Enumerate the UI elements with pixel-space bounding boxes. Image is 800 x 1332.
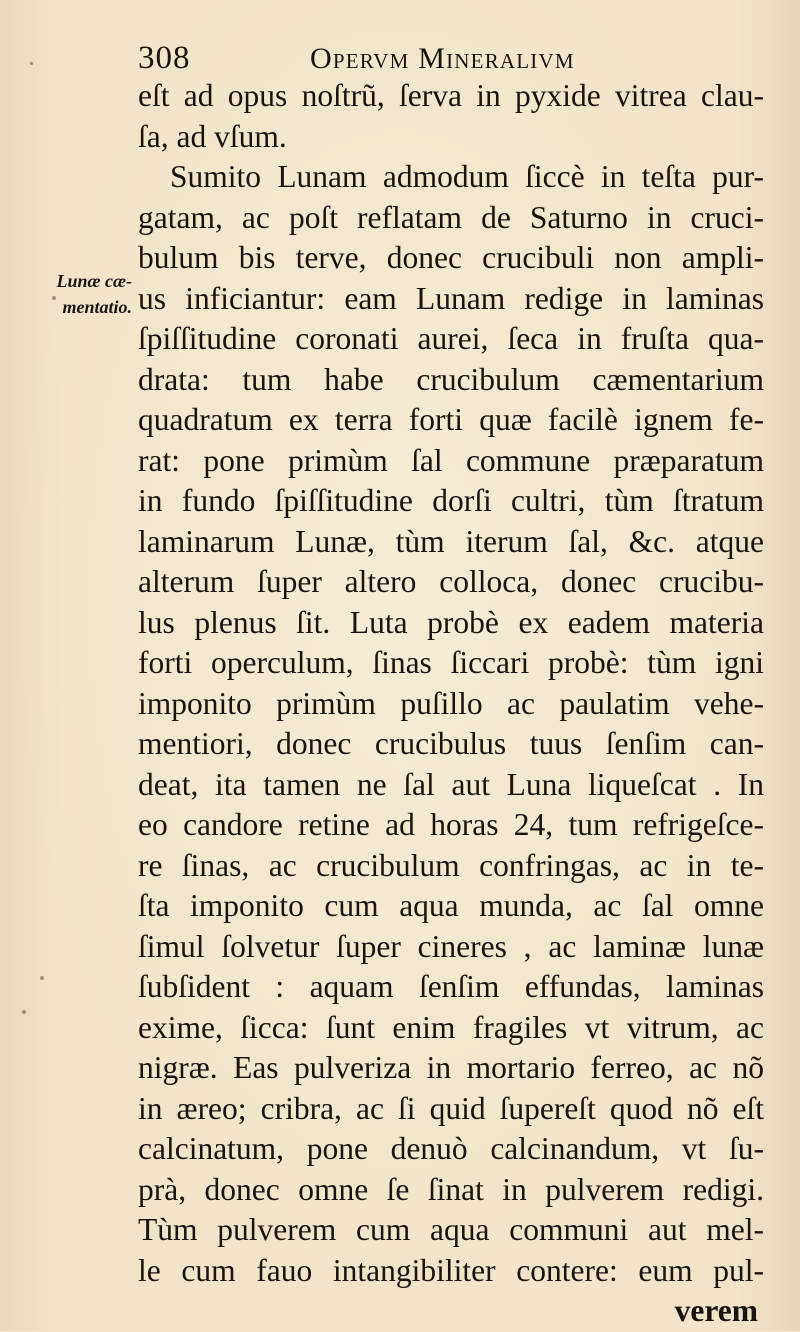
text-line: deat, ita tamen ne ſal aut Luna liqueſcat . In xyxy=(138,766,764,802)
running-title: Opervm Mineralivm xyxy=(310,42,575,75)
body-text xyxy=(138,76,764,1332)
text-line: prà, donec omne ſe ſinat in pulverem redigi. xyxy=(138,1171,764,1207)
catchword: verem xyxy=(674,1293,758,1328)
text-line: quadratum ex terra forti quæ facilè ignem fe- xyxy=(138,402,764,437)
text-line: Sumito Lunam admodum ſiccè in teſta pur- xyxy=(170,159,764,194)
text-line: lus plenus ſit. Luta probè ex eadem materia xyxy=(138,604,764,640)
marginal-note-line: Lunæ cæ- xyxy=(56,271,132,291)
text-line: mentiori, donec crucibulus tuus ſenſim can- xyxy=(138,726,764,761)
text-line: drata: tum habe crucibulum cæmentarium xyxy=(138,361,764,397)
text-line: ſta imponito cum aqua munda, ac ſal omne xyxy=(138,888,764,923)
text-line: us inficiantur: eam Lunam redige in laminas xyxy=(138,280,764,316)
ink-speck xyxy=(30,62,33,65)
text-line: forti operculum, ſinas ſiccari probè: tùm igni xyxy=(138,645,764,680)
text-line: re ſinas, ac crucibulum confringas, ac in te- xyxy=(138,847,764,883)
text-line: rat: pone primùm ſal commune præparatum xyxy=(138,442,764,478)
text-line: ſa, ad vſum. xyxy=(138,118,287,154)
text-line: Tùm pulverem cum aqua communi aut mel- xyxy=(138,1212,764,1247)
text-line: ſpiſſitudine coronati aurei, ſeca in fruſta qua- xyxy=(138,321,764,356)
text-line: calcinatum, pone denuò calcinandum, vt ſu- xyxy=(138,1131,764,1166)
text-line: le cum fauo intangibiliter contere: eum pul- xyxy=(138,1252,764,1288)
text-line: gatam, ac poſt reflatam de Saturno in cruci- xyxy=(138,199,764,235)
ink-speck xyxy=(22,1010,26,1014)
text-line: eſt ad opus noſtrũ, ſerva in pyxide vitrea clau- xyxy=(138,78,764,113)
ink-speck xyxy=(40,976,44,980)
text-line: ſimul ſolvetur ſuper cineres , ac laminæ lunæ xyxy=(138,928,764,964)
text-line: eo candore retine ad horas 24, tum refrigeſce- xyxy=(138,807,764,842)
text-line: alterum ſuper altero colloca, donec crucibu- xyxy=(138,564,764,599)
page-number: 308 xyxy=(138,40,191,76)
text-line: in fundo ſpiſſitudine dorſi cultri, tùm ſtratum xyxy=(138,483,764,518)
text-line: ſubſident : aquam ſenſim effundas, laminas xyxy=(138,969,764,1004)
marginal-note-line: mentatio. xyxy=(62,297,132,317)
text-line: exime, ſicca: ſunt enim fragiles vt vitrum, ac xyxy=(138,1009,764,1045)
text-line: imponito primùm puſillo ac paulatim vehe- xyxy=(138,685,764,721)
text-line: in æreo; cribra, ac ſi quid ſupereſt quod nõ eſt xyxy=(138,1090,764,1126)
ink-speck xyxy=(52,296,56,300)
text-line: nigræ. Eas pulveriza in mortario ferreo, ac nõ xyxy=(138,1050,764,1085)
text-line: bulum bis terve, donec crucibuli non ampli- xyxy=(138,240,764,275)
text-line: laminarum Lunæ, tùm iterum ſal, &c. atque xyxy=(138,523,764,559)
marginal-note xyxy=(4,268,132,320)
